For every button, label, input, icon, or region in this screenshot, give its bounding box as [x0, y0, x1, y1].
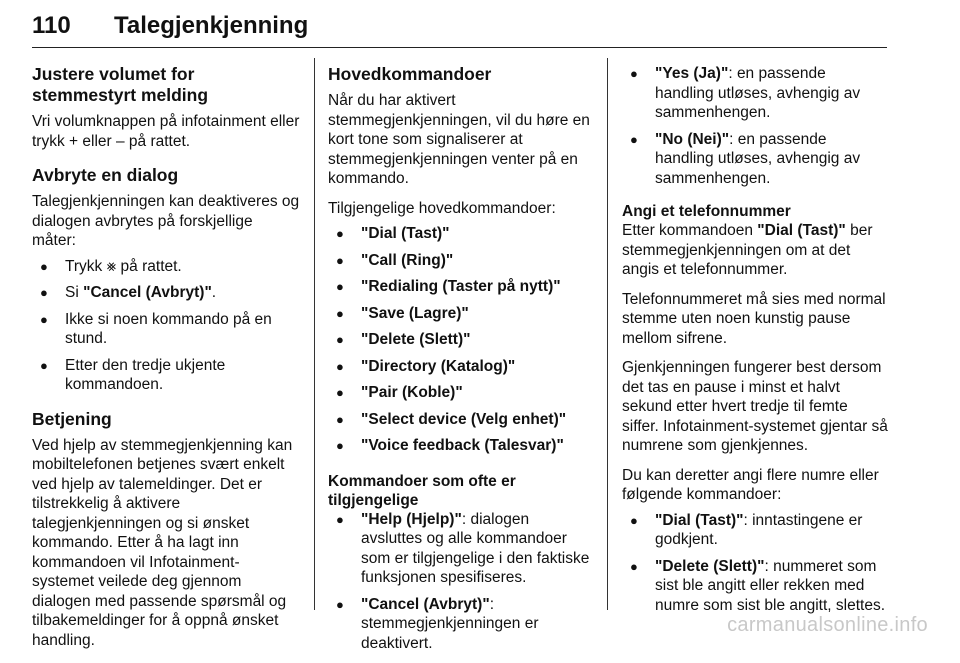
column-2 [328, 64, 594, 663]
list-item: ● " Yes (Ja) " : en passende handling utløses, avhengig av sammenhengen. [622, 64, 888, 123]
command-label: " Dial (Tast) " [757, 222, 846, 239]
list-item: ● " Dial (Tast) " : inntastingene er godkjent. [622, 511, 888, 550]
command-label: " Select device (Velg enhet) " [361, 411, 566, 428]
command-label: " No (Nei) " [655, 131, 729, 148]
main-commands-text: Når du har aktivert stemmegjenkjenningen, vil du høre en kort tone som signaliserer at stemmegjenkjenningen venter på en kommando. [328, 92, 590, 187]
command-label: " Cancel (Avbryt) " [361, 596, 490, 613]
heading-cancel-dialog: Avbryte en dialog [32, 165, 179, 185]
common-commands-list [328, 510, 594, 654]
yes-no-list [622, 64, 888, 188]
heading-volume: Justere volumet for stemmestyrt melding [32, 64, 209, 105]
command-label: " Call (Ring) " [361, 252, 453, 269]
command-label: " Yes (Ja) " [655, 65, 728, 82]
main-commands-intro: Tilgjengelige hovedkommandoer: [328, 199, 556, 217]
main-commands-list [328, 224, 594, 456]
command-label: " Dial (Tast) " [361, 225, 450, 242]
list-item: ● Trykk ⨳ på rattet. [32, 257, 300, 277]
heading-main-commands: Hovedkommandoer [328, 64, 492, 84]
command-label: " Dial (Tast) " [655, 512, 744, 529]
column-3 [622, 64, 888, 625]
command-label: " Help (Hjelp) " [361, 511, 462, 528]
list-item: ● " Cancel (Avbryt) " : stemmegjenkjenningen er deaktivert. [328, 595, 594, 654]
steering-voice-button-icon: ⨳ [106, 257, 117, 275]
command-label: " Save (Lagre) " [361, 305, 469, 322]
list-item: ● Si " Cancel (Avbryt) " . [32, 283, 300, 303]
cancel-intro: Talegjenkjenningen kan deaktiveres og dialogen avbrytes på forskjellige måter: [32, 193, 300, 249]
list-item [328, 224, 594, 244]
column-divider-1 [314, 58, 315, 610]
list-item: ● " No (Nei) " : en passende handling utløses, avhengig av sammenhengen. [622, 130, 888, 189]
phone-commands-list [622, 511, 888, 616]
phone-number-text-2: Telefonnummeret må sies med normal stemme uten noen kunstig pause mellom sifrene. [622, 290, 886, 347]
list-item [328, 304, 594, 324]
watermark: carmanualsonline.info [727, 614, 928, 636]
column-1 [32, 64, 300, 660]
heading-common-commands: Kommandoer som ofte er tilgjengelige [328, 472, 516, 509]
header-divider [32, 47, 887, 48]
column-divider-2 [607, 58, 608, 610]
list-item [328, 383, 594, 403]
list-item [328, 330, 594, 350]
command-label: " Redialing (Taster på nytt) " [361, 278, 561, 295]
heading-operation: Betjening [32, 408, 112, 429]
list-item [328, 277, 594, 297]
phone-number-text-3: Gjenkjenningen fungerer best dersom det tas en pause i minst et halvt sekund etter hvert tredje til femte siffer. Infotainment-systemet gjentar så numrene som gjenkjennes. [622, 359, 888, 454]
list-item [328, 251, 594, 271]
phone-number-text: Etter kommandoen " Dial (Tast) " ber stemmegjenkjenningen om at det angis et telefonnummer. [622, 221, 888, 280]
command-label: " Cancel (Avbryt) " [83, 284, 212, 301]
list-item [328, 357, 594, 377]
command-label: " Directory (Katalog) " [361, 358, 515, 375]
cancel-list [32, 257, 300, 395]
list-item [328, 436, 594, 456]
page-header [32, 8, 887, 50]
command-label: " Delete (Slett) " [361, 331, 470, 348]
command-label: " Voice feedback (Talesvar) " [361, 437, 564, 454]
phone-number-text-4: Du kan deretter angi flere numre eller følgende kommandoer: [622, 466, 879, 503]
list-item: ● Etter den tredje ukjente kommandoen. [32, 356, 300, 395]
heading-enter-phone-number: Angi et telefonnummer [622, 203, 791, 220]
command-label: " Pair (Koble) " [361, 384, 463, 401]
volume-text: Vri volumknappen på infotainment eller trykk + eller – på rattet. [32, 113, 300, 150]
list-item: ● " Delete (Slett) " : nummeret som sist ble angitt eller rekken med numre som sist ble angitt, slettes. [622, 557, 888, 616]
operation-text: Ved hjelp av stemmegjenkjenning kan mobiltelefonen betjenes svært enkelt ved hjelp av talemeldinger. Det er tilstrekkelig å aktivere talegjenkjenningen og si ønsket kommando. Etter å ha lagt inn kommandoen vil Infotainment-systemet veilede deg gjennom dialogen med passende spørsmål og tilbakemeldinger for å oppnå ønsket handling. [32, 436, 293, 649]
list-item: ● " Help (Hjelp) " : dialogen avsluttes og alle kommandoer som er tilgjengelige i den faktiske funksjonen spesifiseres. [328, 510, 594, 588]
list-item: ● Ikke si noen kommando på en stund. [32, 310, 300, 349]
list-item [328, 410, 594, 430]
command-label: " Delete (Slett) " [655, 558, 764, 575]
page-title: Talegjenkjenning [114, 12, 309, 39]
page-number: 110 [32, 12, 71, 39]
